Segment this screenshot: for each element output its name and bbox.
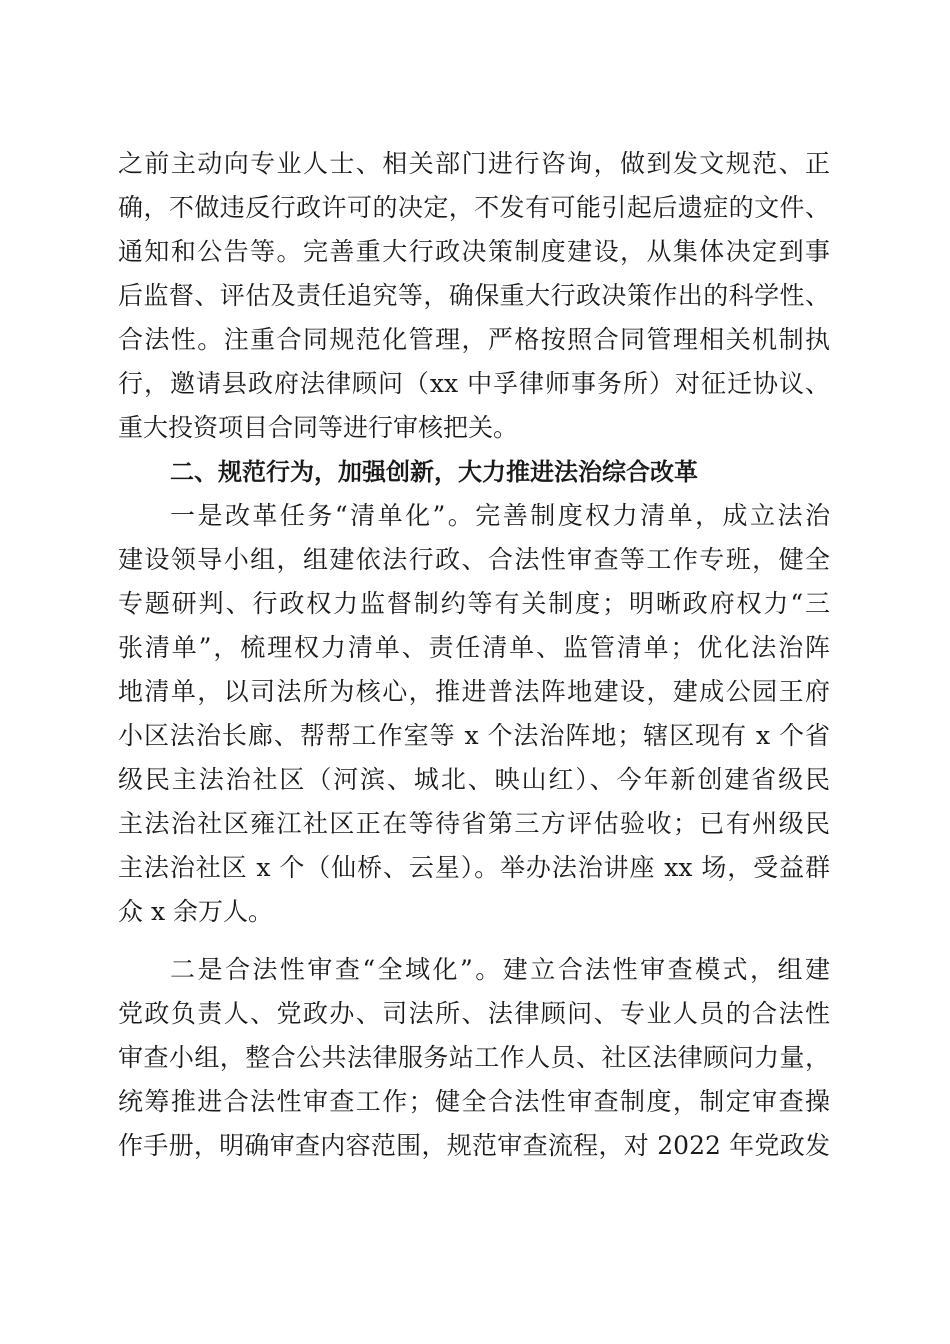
paragraph-2-line-6: 小区法治长廊、帮帮工作室等 x 个法治阵地；辖区现有 x 个省 [118, 721, 830, 750]
paragraph-1-line-4: 后监督、评估及责任追究等，确保重大行政决策作出的科学性、 [118, 281, 830, 310]
paragraph-1-line-5: 合法性。注重合同规范化管理，严格按照合同管理相关机制执 [118, 325, 830, 354]
paragraph-2-line-5: 地清单，以司法所为核心，推进普法阵地建设，建成公园王府 [118, 677, 830, 706]
paragraph-3-line-1: 二是合法性审查“全域化”。建立合法性审查模式，组建 [170, 955, 830, 984]
paragraph-2-line-9: 主法治社区 x 个（仙桥、云星）。举办法治讲座 xx 场，受益群 [118, 853, 830, 882]
paragraph-1-line-7: 重大投资项目合同等进行审核把关。 [118, 413, 519, 442]
paragraph-2-line-7: 级民主法治社区（河滨、城北、映山红）、今年新创建省级民 [118, 765, 830, 794]
paragraph-2-line-10: 众 x 余万人。 [118, 897, 273, 926]
paragraph-1-line-2: 确，不做违反行政许可的决定，不发有可能引起后遗症的文件、 [118, 193, 830, 222]
paragraph-3-line-2: 党政负责人、党政办、司法所、法律顾问、专业人员的合法性 [118, 999, 830, 1028]
paragraph-1-line-1: 之前主动向专业人士、相关部门进行咨询，做到发文规范、正 [118, 149, 830, 178]
paragraph-2-line-8: 主法治社区雍江社区正在等待省第三方评估验收；已有州级民 [118, 809, 830, 838]
paragraph-1-line-3: 通知和公告等。完善重大行政决策制度建设，从集体决定到事 [118, 237, 830, 266]
paragraph-2-line-4: 张清单”，梳理权力清单、责任清单、监管清单；优化法治阵 [118, 633, 830, 662]
paragraph-1-line-6: 行，邀请县政府法律顾问（xx 中孚律师事务所）对征迁协议、 [118, 369, 830, 398]
paragraph-2-line-2: 建设领导小组，组建依法行政、合法性审查等工作专班，健全 [118, 545, 830, 574]
paragraph-2-line-3: 专题研判、行政权力监督制约等有关制度；明晰政府权力“三 [118, 589, 830, 618]
paragraph-3-line-3: 审查小组，整合公共法律服务站工作人员、社区法律顾问力量， [118, 1043, 830, 1072]
paragraph-3-line-4: 统筹推进合法性审查工作；健全合法性审查制度，制定审查操 [118, 1087, 830, 1116]
paragraph-2-line-1: 一是改革任务“清单化”。完善制度权力清单，成立法治 [170, 501, 830, 530]
paragraph-3-line-5: 作手册，明确审查内容范围，规范审查流程，对 2022 年党政发 [118, 1131, 830, 1160]
section-heading: 二、规范行为，加强创新，大力推进法治综合改革 [170, 458, 698, 486]
